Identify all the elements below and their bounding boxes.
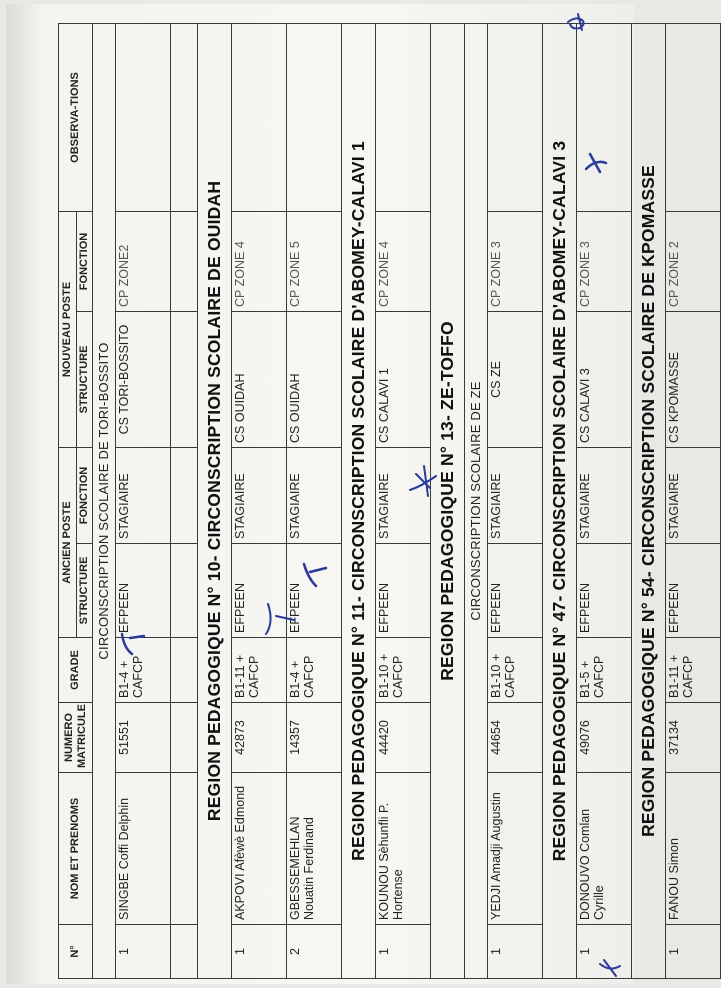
region-heading: REGION PEDAGOGIQUE N° 13- ZE-TOFFO [431,23,465,978]
cell-ancien-structure: EFPEEN [488,544,543,638]
cell-observations [577,23,632,211]
cell-matricule: 37134 [666,703,721,773]
cell-nouveau-fonction: CP ZONE 3 [577,211,632,311]
document-page [6,4,696,984]
cell-nouveau-fonction: CP ZONE 4 [232,211,287,311]
header-name: NOM ET PRENOMS [59,773,93,925]
region-heading: REGION PEDAGOGIQUE N° 47- CIRCONSCRIPTION SCOLAIRE D'ABOMEY-CALAVI 3 [543,23,577,978]
cell-observations [666,23,721,211]
header-matricule: NUMERO MATRICULE [59,703,93,773]
cell-grade: B1-11 + CAFCP [666,638,721,703]
cell-ancien-fonction: STAGIAIRE [232,447,287,543]
name-line-1: DONOUVO Comlan [578,808,592,920]
name-line-1: KOUNOU Sèhunfli P. [377,802,391,920]
header-ancien-fonction: FONCTION [77,447,93,543]
cell-nouveau-fonction: CP ZONE 3 [488,211,543,311]
name-line-2: Hortense [391,869,406,920]
cell-name: AKPOVI Afèwè Edmond [232,773,287,925]
empty-row [171,23,198,978]
cell-ancien-structure: EFPEEN [376,544,431,638]
cell-name: YEDJI Amadji Augustin [488,773,543,925]
header-grade: GRADE [59,638,93,703]
cell-grade: B1-4 + CAFCP [287,638,342,703]
cell-num: 1 [666,925,721,979]
cell-matricule: 51551 [116,703,171,773]
circonscription-heading: CIRCONSCRIPTION SCOLAIRE DE TORI-BOSSITO [93,23,116,978]
name-line-2: Nouatin Ferdinand [302,817,317,920]
cell-ancien-structure: EFPEEN [666,544,721,638]
table-row [232,23,287,978]
assignment-table [58,23,721,979]
cell-num: 1 [116,925,171,979]
table-row [287,23,342,978]
table-row [577,23,632,978]
region-heading: REGION PEDAGOGIQUE N° 10- CIRCONSCRIPTION SCOLAIRE DE OUIDAH [198,23,232,978]
cell-num: 1 [577,925,632,979]
cell-name [577,773,632,925]
cell-num: 1 [376,925,431,979]
cell-ancien-structure: EFPEEN [577,544,632,638]
cell-nouveau-structure: CS CALAVI 3 [577,311,632,447]
cell-ancien-structure: EFPEEN [116,544,171,638]
cell-grade: B1-11 + CAFCP [232,638,287,703]
cell-nouveau-structure: CS TORI-BOSSITO [116,311,171,447]
cell-num: 2 [287,925,342,979]
cell-nouveau-structure: CS OUIDAH [287,311,342,447]
cell-name [287,773,342,925]
cell-ancien-fonction: STAGIAIRE [287,447,342,543]
cell-name: FANOU Simon [666,773,721,925]
cell-nouveau-structure: CS KPOMASSE [666,311,721,447]
header-nouveau-poste: NOUVEAU POSTE [59,211,77,447]
cell-ancien-fonction: STAGIAIRE [116,447,171,543]
cell-ancien-fonction: STAGIAIRE [376,447,431,543]
cell-grade: B1-4 + CAFCP [116,638,171,703]
header-num: N° [59,925,93,979]
cell-observations [116,23,171,211]
cell-matricule: 44654 [488,703,543,773]
cell-nouveau-fonction: CP ZONE2 [116,211,171,311]
cell-nouveau-structure: CS ZE [488,311,543,447]
cell-num: 1 [232,925,287,979]
header-nouveau-structure: STRUCTURE [77,311,93,447]
cell-ancien-structure: EFPEEN [287,544,342,638]
circonscription-heading: CIRCONSCRIPTION SCOLAIRE DE ZE [465,23,488,978]
cell-nouveau-structure: CS CALAVI 1 [376,311,431,447]
header-nouveau-fonction: FONCTION [77,211,93,311]
cell-matricule: 42873 [232,703,287,773]
cell-observations [488,23,543,211]
table-row [116,23,171,978]
cell-matricule: 14357 [287,703,342,773]
cell-nouveau-fonction: CP ZONE 2 [666,211,721,311]
cell-grade: B1-10 + CAFCP [488,638,543,703]
table-row [488,23,543,978]
cell-nouveau-structure: CS OUIDAH [232,311,287,447]
cell-observations [287,23,342,211]
cell-observations [232,23,287,211]
cell-name: SINGBE Coffi Delphin [116,773,171,925]
cell-grade: B1-10 + CAFCP [376,638,431,703]
rotated-table-sheet [58,24,696,979]
name-line-2: Cyrille [592,885,607,920]
cell-ancien-fonction: STAGIAIRE [488,447,543,543]
table-row [666,23,721,978]
cell-ancien-fonction: STAGIAIRE [666,447,721,543]
name-line-1: GBESSEMEHLAN [288,816,302,920]
table-row [376,23,431,978]
cell-ancien-fonction: STAGIAIRE [577,447,632,543]
header-ancien-structure: STRUCTURE [77,544,93,638]
cell-nouveau-fonction: CP ZONE 4 [376,211,431,311]
header-ancien-poste: ANCIEN POSTE [59,447,77,637]
region-heading: REGION PEDAGOGIQUE N° 11- CIRCONSCRIPTION SCOLAIRE D'ABOMEY-CALAVI 1 [342,23,376,978]
cell-grade: B1-5 + CAFCP [577,638,632,703]
cell-nouveau-fonction: CP ZONE 5 [287,211,342,311]
cell-matricule: 44420 [376,703,431,773]
cell-observations [376,23,431,211]
cell-ancien-structure: EFPEEN [232,544,287,638]
cell-name [376,773,431,925]
cell-matricule: 49076 [577,703,632,773]
region-heading: REGION PEDAGOGIQUE N° 54- CIRCONSCRIPTION SCOLAIRE DE KPOMASSE [632,23,666,978]
header-observations: OBSERVA-TIONS [59,23,93,211]
cell-num: 1 [488,925,543,979]
